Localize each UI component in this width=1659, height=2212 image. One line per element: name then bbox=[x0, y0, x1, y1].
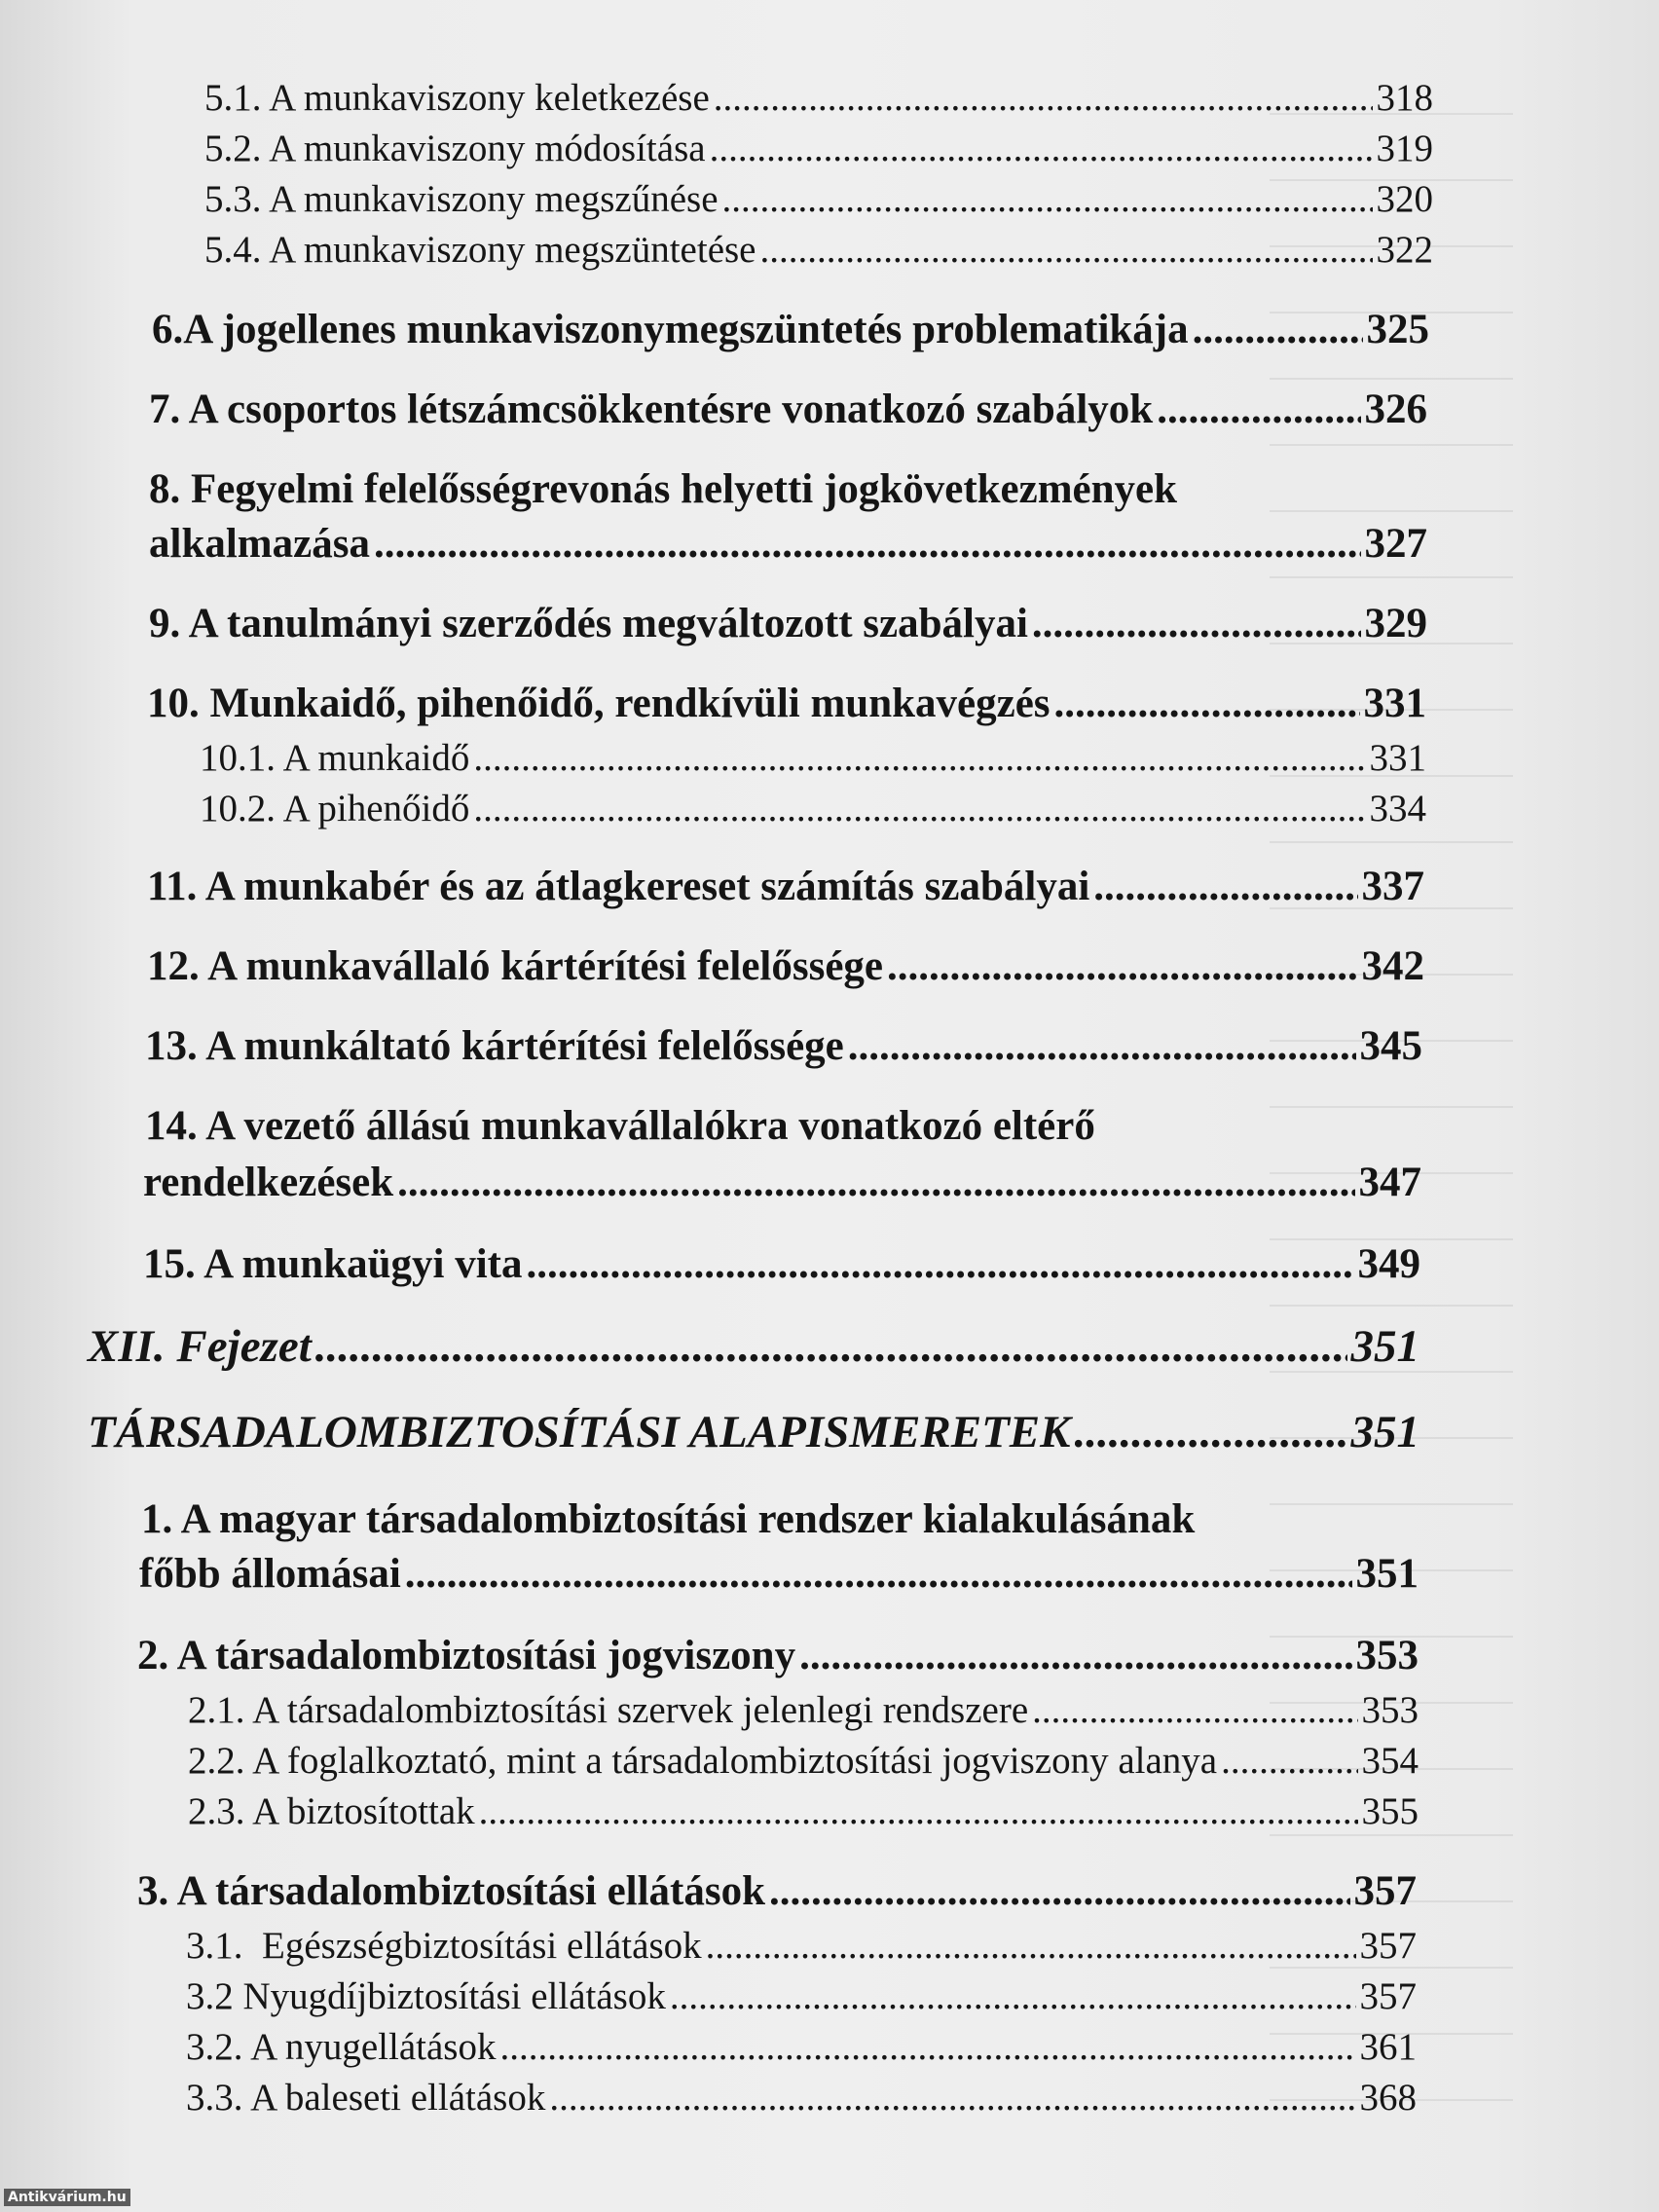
toc-page-number: 325 bbox=[1366, 307, 1429, 352]
bleed-through-text bbox=[1270, 58, 1513, 2152]
toc-entry[interactable] bbox=[149, 600, 1427, 647]
toc-entry-title: 13. A munkáltató kártérítési felelőssége bbox=[145, 1023, 844, 1069]
dot-leader bbox=[473, 787, 1365, 830]
dot-leader bbox=[315, 1320, 1347, 1373]
chapter-heading[interactable] bbox=[88, 1320, 1419, 1373]
toc-entry[interactable] bbox=[139, 1550, 1419, 1598]
toc-entry-title: 5.4. A munkaviszony megszüntetése bbox=[204, 229, 756, 271]
chapter-title: XII. Fejezet bbox=[88, 1321, 312, 1372]
toc-page-number: 329 bbox=[1364, 601, 1427, 646]
toc-page-number: 355 bbox=[1361, 1790, 1419, 1832]
toc-entry[interactable] bbox=[188, 1688, 1419, 1732]
dot-leader bbox=[527, 1240, 1354, 1288]
toc-entry[interactable] bbox=[204, 228, 1433, 272]
toc-entry[interactable] bbox=[204, 177, 1433, 221]
toc-entry[interactable] bbox=[186, 1924, 1417, 1968]
toc-entry-title: 3. A társadalombiztosítási ellátások bbox=[137, 1868, 766, 1914]
toc-page-number: 327 bbox=[1364, 521, 1427, 567]
toc-entry-title: 3.1. Egészségbiztosítási ellátások bbox=[186, 1925, 702, 1967]
dot-leader bbox=[473, 736, 1365, 780]
toc-page-number: 334 bbox=[1369, 788, 1426, 830]
dot-leader bbox=[710, 127, 1373, 170]
toc-entry[interactable] bbox=[188, 1739, 1419, 1783]
toc-entry-title: 2.2. A foglalkoztató, mint a társadalombiztosítási jogviszony alanya bbox=[188, 1740, 1218, 1782]
toc-entry-title: 10.2. A pihenőidő bbox=[200, 788, 470, 830]
dot-leader bbox=[397, 1159, 1354, 1206]
toc-page-number: 357 bbox=[1359, 1925, 1417, 1967]
toc-page-number: 337 bbox=[1361, 864, 1424, 909]
dot-leader bbox=[549, 2076, 1355, 2120]
watermark: Antikvárium.hu bbox=[4, 2189, 130, 2206]
toc-page-number: 318 bbox=[1376, 77, 1433, 119]
toc-entry-title: 5.3. A munkaviszony megszűnése bbox=[204, 178, 719, 220]
toc-entry-title: 10.1. A munkaidő bbox=[200, 737, 470, 779]
toc-entry[interactable] bbox=[200, 736, 1426, 780]
toc-page-number: 326 bbox=[1364, 387, 1427, 432]
toc-entry[interactable] bbox=[200, 787, 1426, 830]
toc-entry[interactable] bbox=[186, 1974, 1417, 2018]
dot-leader bbox=[799, 1632, 1351, 1679]
toc-page-number: 331 bbox=[1369, 737, 1426, 779]
toc-entry[interactable] bbox=[143, 1159, 1421, 1206]
toc-entry-title: 9. A tanulmányi szerződés megváltozott szabályai bbox=[149, 601, 1028, 646]
toc-entry-title: 11. A munkabér és az átlagkereset számítás szabályai bbox=[147, 864, 1090, 909]
toc-page-number: 351 bbox=[1350, 1321, 1419, 1372]
toc-entry-title: 5.1. A munkaviszony keletkezése bbox=[204, 77, 710, 119]
dot-leader bbox=[1032, 1688, 1357, 1732]
toc-entry[interactable] bbox=[186, 2025, 1417, 2069]
toc-page-number: 320 bbox=[1376, 178, 1433, 220]
toc-entry-title: 2.3. A biztosítottak bbox=[188, 1790, 475, 1832]
toc-entry[interactable] bbox=[145, 1022, 1422, 1070]
toc-entry-title: 5.2. A munkaviszony módosítása bbox=[204, 128, 706, 169]
toc-entry[interactable] bbox=[143, 1240, 1420, 1288]
dot-leader bbox=[1193, 306, 1363, 353]
toc-entry-title: 3.3. A baleseti ellátások bbox=[186, 2077, 546, 2119]
toc-entry-title: 2. A társadalombiztosítási jogviszony bbox=[137, 1633, 796, 1678]
dot-leader bbox=[374, 520, 1361, 568]
chapter-name-heading[interactable] bbox=[88, 1406, 1419, 1458]
dot-leader bbox=[479, 1789, 1358, 1833]
toc-page-number: 354 bbox=[1361, 1740, 1419, 1782]
dot-leader bbox=[670, 1974, 1356, 2018]
dot-leader bbox=[405, 1550, 1352, 1598]
dot-leader bbox=[887, 942, 1357, 990]
toc-entry-title: főbb állomásai bbox=[139, 1551, 401, 1597]
dot-leader bbox=[499, 2025, 1355, 2069]
toc-entry-title-line1: 1. A magyar társadalombiztosítási rendszer kialakulásának bbox=[141, 1496, 1196, 1542]
toc-entry-title: 6.A jogellenes munkaviszonymegszüntetés problematikája bbox=[152, 307, 1189, 352]
toc-page-number: 322 bbox=[1376, 229, 1433, 271]
toc-page-number: 347 bbox=[1358, 1160, 1421, 1205]
toc-entry[interactable] bbox=[186, 2076, 1417, 2120]
toc-entry-title: 3.2 Nyugdíjbiztosítási ellátások bbox=[186, 1975, 666, 2017]
dot-leader bbox=[1054, 680, 1360, 727]
toc-entry-title-line1: 14. A vezető állású munkavállalókra vonatkozó eltérő bbox=[145, 1103, 1095, 1149]
toc-entry[interactable] bbox=[204, 76, 1433, 120]
toc-entry[interactable] bbox=[137, 1632, 1419, 1679]
toc-entry-title-line1: 8. Fegyelmi felelősségrevonás helyetti jogkövetkezmények bbox=[149, 466, 1178, 512]
toc-page-number: 345 bbox=[1359, 1023, 1422, 1069]
toc-entry[interactable] bbox=[147, 942, 1424, 990]
toc-entry-title: 12. A munkavállaló kártérítési felelőssége bbox=[147, 943, 884, 989]
dot-leader bbox=[722, 177, 1373, 221]
dot-leader bbox=[1157, 386, 1360, 433]
toc-entry-title: 15. A munkaügyi vita bbox=[143, 1241, 523, 1287]
toc-page-number: 353 bbox=[1361, 1689, 1419, 1731]
toc-page-number: 331 bbox=[1363, 681, 1426, 726]
dot-leader bbox=[706, 1924, 1356, 1968]
toc-entry-title: 3.2. A nyugellátások bbox=[186, 2026, 497, 2068]
toc-entry-title: rendelkezések bbox=[143, 1160, 394, 1205]
toc-page-number: 368 bbox=[1359, 2077, 1417, 2119]
toc-entry[interactable] bbox=[149, 386, 1427, 433]
toc-page-number: 351 bbox=[1350, 1407, 1419, 1457]
toc-page-number: 342 bbox=[1361, 943, 1424, 989]
toc-entry[interactable] bbox=[204, 127, 1433, 170]
toc-entry[interactable] bbox=[147, 680, 1426, 727]
toc-page-number: 357 bbox=[1359, 1975, 1417, 2017]
dot-leader bbox=[760, 228, 1373, 272]
toc-page-number: 351 bbox=[1355, 1551, 1419, 1597]
dot-leader bbox=[714, 76, 1373, 120]
toc-entry[interactable] bbox=[149, 520, 1427, 568]
dot-leader bbox=[848, 1022, 1356, 1070]
toc-page-number: 319 bbox=[1376, 128, 1433, 169]
toc-page-number: 357 bbox=[1353, 1868, 1417, 1914]
dot-leader bbox=[1032, 600, 1361, 647]
dot-leader bbox=[1221, 1739, 1357, 1783]
toc-entry[interactable] bbox=[188, 1789, 1419, 1833]
toc-page-number: 361 bbox=[1359, 2026, 1417, 2068]
toc-entry-title: 7. A csoportos létszámcsökkentésre vonatkozó szabályok bbox=[149, 387, 1154, 432]
toc-entry-title: alkalmazása bbox=[149, 521, 370, 567]
toc-entry[interactable] bbox=[152, 306, 1429, 353]
toc-entry-title: 2.1. A társadalombiztosítási szervek jelenlegi rendszere bbox=[188, 1689, 1029, 1731]
dot-leader bbox=[1075, 1406, 1347, 1458]
toc-page-number: 353 bbox=[1355, 1633, 1419, 1678]
toc-entry[interactable] bbox=[137, 1867, 1417, 1915]
toc-entry[interactable] bbox=[147, 863, 1424, 910]
toc-entry-title: 10. Munkaidő, pihenőidő, rendkívüli munkavégzés bbox=[147, 681, 1051, 726]
dot-leader bbox=[769, 1867, 1349, 1915]
dot-leader bbox=[1093, 863, 1357, 910]
toc-page-number: 349 bbox=[1357, 1241, 1420, 1287]
chapter-name: TÁRSADALOMBIZTOSÍTÁSI ALAPISMERETEK bbox=[88, 1407, 1071, 1457]
